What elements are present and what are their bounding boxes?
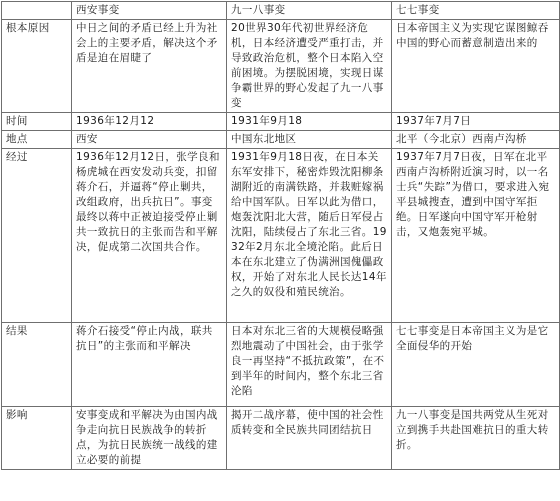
table-row-location [2, 131, 560, 149]
cell-result-marco-polo: 七七事变是日本帝国主义为是它全面侵华的开始 [392, 323, 560, 407]
header-cell-xian-incident: 西安事变 [72, 2, 227, 20]
row-label-result: 结果 [2, 323, 72, 407]
cell-root-cause-xian: 中日之间的矛盾已经上升为社会上的主要矛盾，解决这个矛盾是迫在眉睫了 [72, 20, 227, 113]
row-label-time: 时间 [2, 113, 72, 131]
row-label-location: 地点 [2, 131, 72, 149]
table-row-root-cause [2, 20, 560, 113]
cell-impact-mukden: 揭开二战序幕，使中国的社会性质转变和全民族共同团结抗日 [227, 407, 392, 470]
header-cell-mukden-incident: 九一八事变 [227, 2, 392, 20]
cell-time-xian: 1936年12月12 [72, 113, 227, 131]
table-row-impact [2, 407, 560, 470]
cell-process-xian: 1936年12月12日，张学良和杨虎城在西安发动兵变，扣留蒋介石，并逼蒋“停止剿共，改组政府，出兵抗日”。事变最终以蒋中正被迫接受停止剿共一致抗日的主张而告和平解决，促成第二次国共合作。 [72, 149, 227, 323]
header-row [2, 2, 560, 20]
cell-process-marco-polo: 1937年7月7日夜，日军在北平西南卢沟桥附近演习时，以一名士兵“失踪”为借口，要求进入宛平县城搜查，遭到中国守军拒绝。日军遂向中国守军开枪射击，又炮轰宛平城。 [392, 149, 560, 323]
cell-impact-xian: 安事变成和平解决为由国内战争走向抗日民族战争的转折点，为抗日民族统一战线的建立必要的前提 [72, 407, 227, 470]
table-row-process [2, 149, 560, 323]
cell-root-cause-marco-polo: 日本帝国主义为实现它谋图鲸吞中国的野心而蓄意制造出来的 [392, 20, 560, 113]
cell-time-mukden: 1931年9月18 [227, 113, 392, 131]
header-cell-marco-polo-incident: 七七事变 [392, 2, 560, 20]
cell-result-xian: 蒋介石接受“停止内战，联共抗日”的主张而和平解决 [72, 323, 227, 407]
cell-time-marco-polo: 1937年7月7日 [392, 113, 560, 131]
table-row-result [2, 323, 560, 407]
cell-root-cause-mukden: 20世界30年代初世界经济危机，日本经济遭受严重打击，并导致政治危机，整个日本陷入空前困境。为摆脱困境，实现日谋争霸世界的野心发起了九一八事变 [227, 20, 392, 113]
cell-process-mukden: 1931年9月18日夜，在日本关东军安排下，秘密炸毁沈阳柳条湖附近的南满铁路，并栽赃嫁祸给中国军队。日军以此为借口，炮轰沈阳北大营，随后日军侵占沈阳，陆续侵占了东北三省。1932年2月东北全境沦陷。此后日本在东北建立了伪满洲国傀儡政权，开始了对东北人民长达14年之久的奴役和殖民统治。 [227, 149, 392, 323]
cell-result-mukden: 日本对东北三省的大规模侵略强烈地震动了中国社会，由于张学良一再坚持“不抵抗政策”，在不到半年的时间内，整个东北三省沦陷 [227, 323, 392, 407]
row-label-process: 经过 [2, 149, 72, 323]
cell-location-xian: 西安 [72, 131, 227, 149]
cell-location-mukden: 中国东北地区 [227, 131, 392, 149]
cell-impact-marco-polo: 九一八事变是国共两党从生死对立到携手共赴国难抗日的重大转折。 [392, 407, 560, 470]
row-label-impact: 影响 [2, 407, 72, 470]
header-cell-empty [2, 2, 72, 20]
row-label-root-cause: 根本原因 [2, 20, 72, 113]
table-row-time [2, 113, 560, 131]
cell-location-marco-polo: 北平（今北京）西南卢沟桥 [392, 131, 560, 149]
comparison-table [1, 1, 560, 470]
